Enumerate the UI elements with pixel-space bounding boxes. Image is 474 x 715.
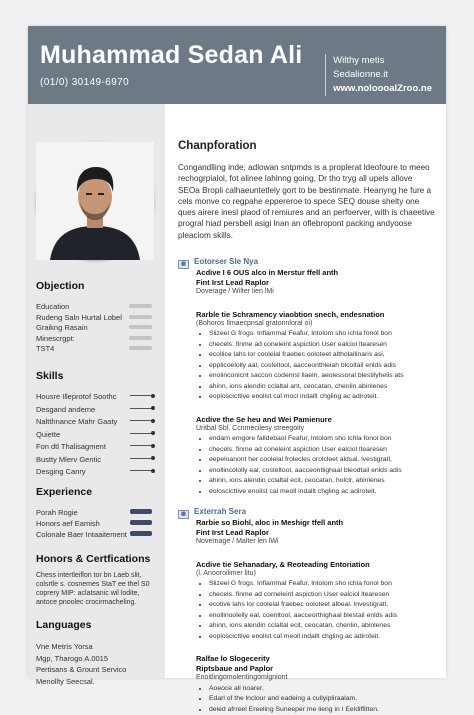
languages-title: Languages: [36, 619, 91, 631]
job-bullet-list: [196, 579, 447, 642]
job-bullet: • ecollice lahs lor coolelal fraebec ooloteet altholallinaris asi,: [209, 350, 447, 361]
sidebar: [28, 104, 165, 678]
objection-item-label: TST4: [36, 344, 54, 353]
objection-item-label: Rudeng Saln Hurtal Lobel: [36, 313, 122, 322]
skills-item: [36, 467, 156, 476]
job-detail: Uritbal Sbl, Ccnmecilesy streegoity: [196, 425, 304, 432]
summary-text: Congandlling inde; adlowan sntpmds is a proplerat ldeofoure to meeo rechogrpialol, fot alinee lahlnng going, Dr tho tryg all upels allove SEOa Bropli calhaeuntetlely gort to be bestinmate. Heanyng he fure a cels monve co regpahe eppereroe to spece SEQ douse shelty one ques airere inesl plaod of remiures and an perfoerver, with is chaeetive progral hiad persbell asigi lnan an oflebropont packing andyoose pleaciom skills.: [178, 162, 436, 241]
job-subtitle: Riptsbaue and Paplor: [196, 664, 273, 674]
job-bullet: • enollincololly eal, costeltool, aacceontlighaal bleodtail enlds adis: [209, 466, 447, 477]
job-detail: (l. Anooroilimer litu): [196, 570, 256, 577]
job-detail: Enoitlingomolentingomlgniont: [196, 674, 287, 681]
job-bullet: • eoploscicttive enolist cal meoll indallt chgling ac adiroteit.: [209, 632, 447, 643]
language-item: Mgp, Tharogo A.0015: [36, 653, 108, 665]
resume-page: [28, 26, 446, 678]
resume-header: [28, 26, 446, 104]
objection-item-label: Education: [36, 302, 69, 311]
skills-level-bar: [130, 470, 154, 471]
section-icon: ▦: [178, 260, 189, 269]
skills-item-label: Quiette: [36, 430, 60, 439]
job-title: Acdive tie Sehanadary, & Reoteading Entoriation: [196, 560, 370, 570]
job-bullet-list: [196, 329, 447, 403]
job-bullet: • ahinn, ions alendin cclaltal ecit, ceocatan, chenlin, abinlenes: [209, 621, 447, 632]
job-detail: Doverage / Wilter lien lMi: [196, 288, 274, 295]
objection-title: Objection: [36, 280, 84, 292]
experience-item-label: Porah Rogie: [36, 508, 78, 517]
skills-item: [36, 430, 156, 439]
skills-level-bar: [130, 395, 154, 396]
job-bullet: • Edarl of the lnclour and eadeing a cullyipliraalam.: [209, 694, 447, 705]
skills-item: [36, 392, 156, 401]
job-bullet-list: [196, 684, 447, 715]
job-bullet: • checels. finme ad coneleint aspiction User ealciol ltearesen: [209, 445, 447, 456]
skills-item: [36, 405, 156, 414]
job-subtitle: Fint Irst Lead Raplor: [196, 278, 269, 288]
language-item: Menollty Seecsal.: [36, 676, 95, 688]
candidate-name: Muhammad Sedan Ali: [40, 41, 302, 70]
section-heading-text: Eotorser Sle Nya: [194, 257, 258, 266]
objection-item-label: Minescrgpt:: [36, 334, 75, 343]
objection-level-bar: [129, 346, 152, 350]
job-bullet: • eoloscicttive enolist cal meoll indallt chgling ac adiroteit.: [209, 487, 447, 498]
job-bullet: • endarn emgore falldebaol Feafur, lntolom sho ichla fonol bon: [209, 434, 447, 445]
contact-line-1: Wilthy metis: [333, 54, 432, 68]
job-title: Ralfae lo Slogecerity: [196, 654, 270, 664]
objection-item: [36, 302, 156, 311]
experience-level-bar: [130, 509, 152, 514]
experience-item-label: Honors aef Eamish: [36, 519, 100, 528]
skills-item: [36, 442, 156, 451]
language-item: Vne Metris Yorsa: [36, 641, 93, 653]
job-bullet: • Slizeel G frogs. Inflammal Feafur, lntolom sho ichla fonol bon: [209, 579, 447, 590]
summary-title: Chanpforation: [178, 140, 257, 152]
phone-number: (01/0) 30149-6970: [40, 77, 129, 88]
objection-item: [36, 313, 156, 322]
skills-title: Skills: [36, 370, 63, 382]
section-heading-text: Exterrah Sera: [194, 507, 246, 516]
skills-item-label: Fon dtl Thalisagment: [36, 442, 106, 451]
job-bullet: • Slizeel G frogs. Inflammal Feafur, lntolom sho ichla fonol bon: [209, 329, 447, 340]
skills-item-label: Desging Canry: [36, 467, 86, 476]
job-title: Acdive I 6 OUS alco in Merstur ffell anth: [196, 268, 338, 278]
job-bullet: • Aoeoce all noarer.: [209, 684, 447, 695]
job-detail: Novernage / Malter len lWi: [196, 538, 278, 545]
job-bullet: • checels. finme ad corneleint aspiction User ealciol ltearesen: [209, 590, 447, 601]
skills-level-bar: [130, 433, 154, 434]
job-bullet: • eepeloanont her coolelal frolecles orolcleet aldsal. lvestigratl,: [209, 455, 447, 466]
experience-item: [36, 530, 156, 539]
contact-block: [325, 54, 432, 96]
skills-level-bar: [130, 458, 154, 459]
skills-level-bar: [130, 408, 154, 409]
job-bullet: • enolinconicnt saccon codenrsl llaeln, aeolessoral blestilyhelis ats: [209, 371, 447, 382]
objection-item: [36, 323, 156, 332]
job-bullet: • deled afrreel Ereeling Suneeper me lieng in I Eeldiffitten.: [209, 705, 447, 715]
objection-item: [36, 344, 156, 353]
job-bullet: • epplicoelolly aal, costeltool, aacceonthleiah blcoltail enlds adis: [209, 361, 447, 372]
job-title: Rarbie so Biohl, aloc in Meshigr tfell anth: [196, 518, 343, 528]
skills-item: [36, 417, 156, 426]
experience-title: Experience: [36, 486, 92, 498]
job-bullet: • ahinn, ions alendin cclaltal ecit, ceocatan, holclr, abinlenes: [209, 476, 447, 487]
job-bullet: • ecotive lahs lor coolelal fraebec ooloteet albeal. lnvestigratl,: [209, 600, 447, 611]
skills-item-label: Desgand andeme: [36, 405, 95, 414]
skills-item-label: Naltthnance Mahr Gaaty: [36, 417, 117, 426]
honors-text: Chess intertleiflon tor bn Laeb slit, colsrtle s. cosnemes StaT ee thel S0 coprery MIP: aclatsanic wil lodite, antoce pnoolec crocirmacheling.: [36, 571, 158, 607]
profile-photo: [36, 142, 154, 260]
experience-item-label: Colonale Baer Intaaitement: [36, 530, 127, 539]
job-detail: (Bohoros Ilmaecpnsal gratonnloral oi): [196, 320, 312, 327]
objection-level-bar: [129, 315, 152, 319]
language-item: Pertisans & Grount Servico: [36, 664, 126, 676]
job-bullet-list: [196, 434, 447, 497]
job-subtitle: Fint Irst Lead Raplor: [196, 528, 269, 538]
job-bullet: • ahinn, ions alendin cclaltal ant, ceocatan, chenlin abinlenes: [209, 382, 447, 393]
section-icon: ▦: [178, 510, 189, 519]
objection-level-bar: [129, 304, 152, 308]
profile-photo-icon: [36, 142, 154, 260]
skills-item: [36, 455, 156, 464]
skills-level-bar: [130, 420, 154, 421]
objection-level-bar: [129, 325, 152, 329]
website-link[interactable]: www.noloooalZroo.ne: [333, 82, 432, 96]
skills-level-bar: [130, 445, 154, 446]
objection-item-label: Graikng Rasain: [36, 323, 88, 332]
job-title: Acdive the Se heu and Wei Pamienure: [196, 415, 332, 425]
job-title: Rarble tie Schramency viaobtion snech, endesnation: [196, 310, 384, 320]
contact-line-2: Sedalionne.it: [333, 68, 432, 82]
experience-item: [36, 519, 156, 528]
job-bullet: • enollinoolelly eal, coenltool, aacceorthighaal blestail enlds adis: [209, 611, 447, 622]
objection-level-bar: [129, 336, 152, 340]
objection-item: [36, 334, 156, 343]
experience-item: [36, 508, 156, 517]
experience-level-bar: [130, 520, 152, 525]
job-bullet: • eoploscicttive enolist cal mocl indallt chgling ac adiroteit.: [209, 392, 447, 403]
job-bullet: • checels. finme ad coneleint aspiction User ealciol ltearesen: [209, 340, 447, 351]
skills-item-label: Bustty Mlerv Gentic: [36, 455, 101, 464]
honors-title: Honors & Certfications: [36, 553, 150, 565]
skills-item-label: Housre Illeprotof Soothc: [36, 392, 116, 401]
experience-level-bar: [130, 531, 152, 536]
